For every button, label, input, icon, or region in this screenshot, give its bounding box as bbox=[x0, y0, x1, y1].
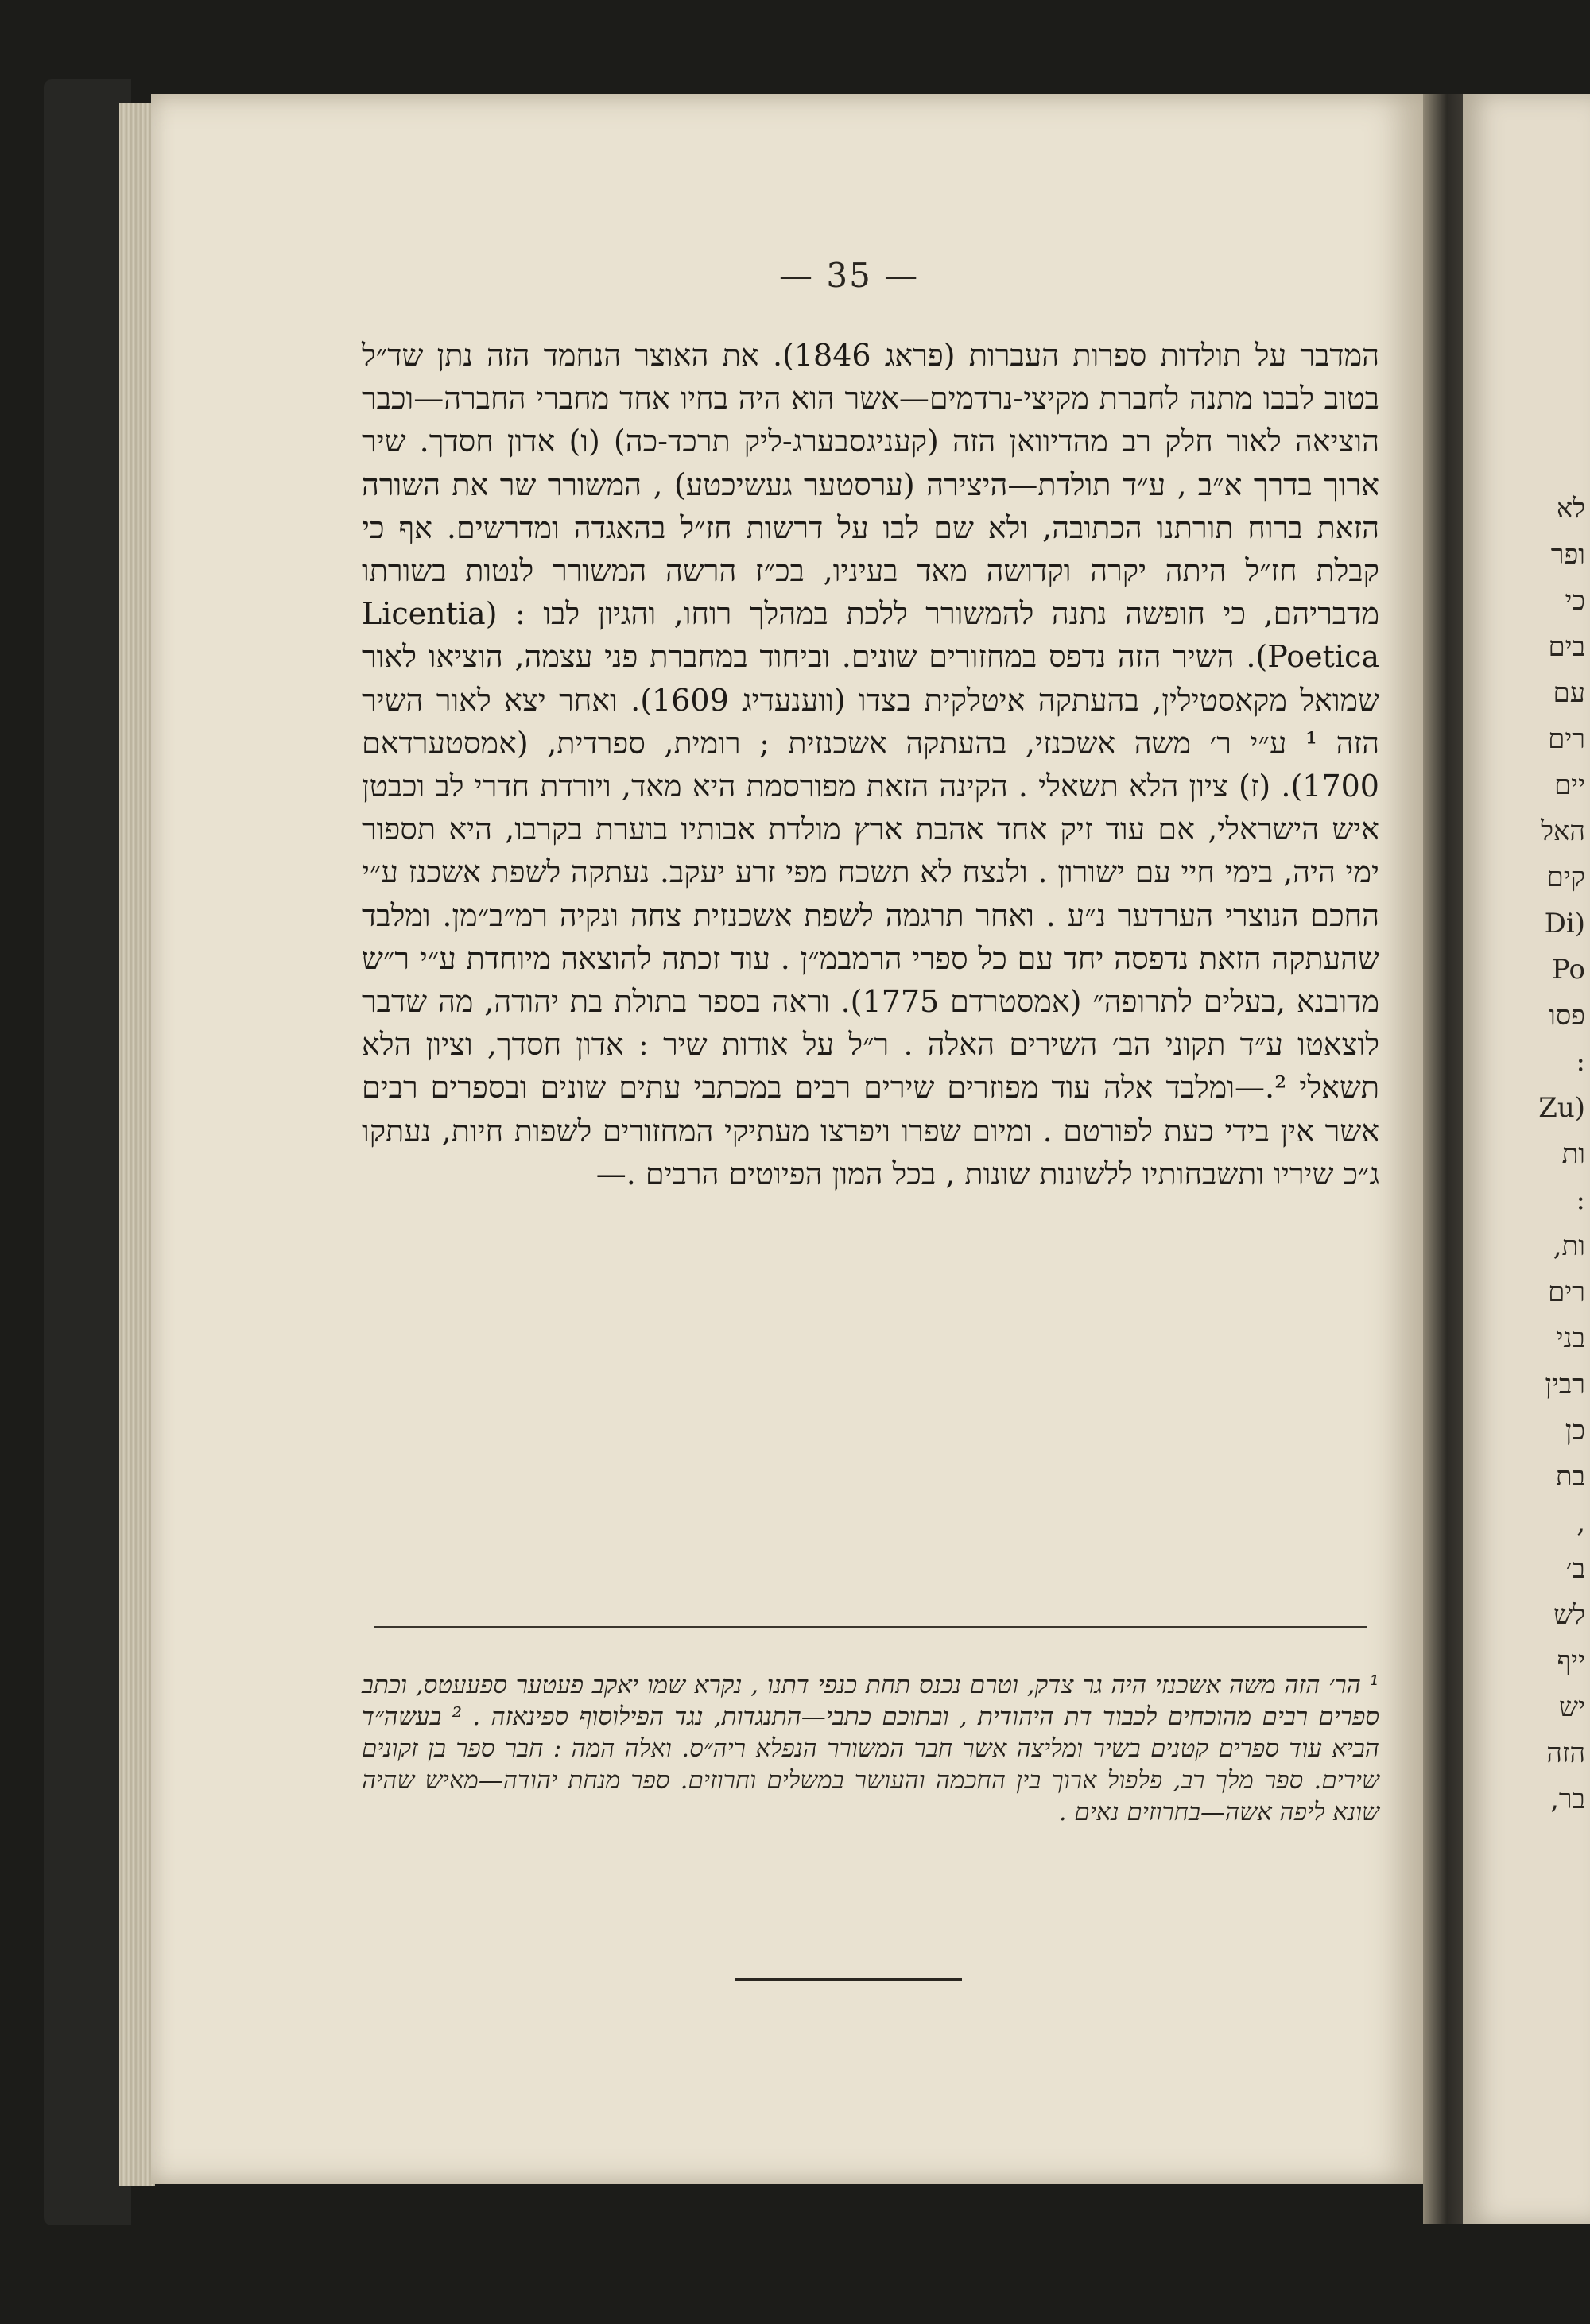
right-page-fragment: רים bbox=[1548, 1276, 1585, 1308]
right-page-fragment: כי bbox=[1565, 585, 1585, 617]
book-cover-left bbox=[44, 79, 131, 2225]
book-page-right bbox=[1463, 94, 1590, 2224]
footnote-text: ¹ הר׳ הזה משה אשכנזי היה גר צדק, וטרם נכנס תחת כנפי דתנו , נקרא שמו יאקב פעטער ספעעטס, וכתב ספרים רבים מהוכחים לכבוד דת היהודית , ובתוכם כתבי—התנגדות, נגד הפילוסוף ספינאזה . ² בעשה״ד הביא עוד ספרים קטנים בשיר ומליצה אשר חבר המשורר הנפלא ריה״ס. ואלה המה : חבר ספר בן זקונים שירים. ספר מלך רב, פלפול ארוך בין החכמה והעושר במשלים וחרוזים. ספר מנחת יהודה—מאיש שהיה שונא ליפה אשה—בחרוזים נאים . bbox=[362, 1671, 1379, 1826]
right-page-fragment: קים bbox=[1546, 862, 1585, 893]
right-page-fragment: כן bbox=[1565, 1415, 1585, 1447]
right-page-fragment: רים bbox=[1548, 723, 1585, 755]
right-page-fragment: : bbox=[1576, 1046, 1585, 1078]
book-gutter bbox=[1423, 94, 1463, 2224]
right-page-fragment: (Zu bbox=[1538, 1092, 1585, 1124]
right-page-fragment: יים bbox=[1553, 769, 1585, 801]
right-page-fragment: ות, bbox=[1553, 1230, 1585, 1262]
right-page-fragment: הזה bbox=[1546, 1737, 1585, 1769]
right-page-fragment: בת bbox=[1555, 1461, 1585, 1493]
footnote-separator-rule bbox=[374, 1626, 1367, 1628]
right-page-fragment: , bbox=[1576, 1507, 1585, 1539]
right-page-fragment: לש bbox=[1553, 1599, 1585, 1631]
right-page-fragment: ייף bbox=[1557, 1645, 1585, 1677]
right-page-fragment: (Di bbox=[1544, 908, 1585, 939]
right-page-fragment: ות bbox=[1561, 1138, 1585, 1170]
right-page-fragment: בר, bbox=[1550, 1784, 1585, 1815]
main-body-text bbox=[362, 334, 1379, 1195]
right-page-fragment: יש bbox=[1559, 1691, 1585, 1723]
right-page-fragment: פסו bbox=[1549, 1000, 1585, 1032]
right-page-fragment: ופר bbox=[1550, 539, 1585, 571]
right-page-fragment: האל bbox=[1541, 815, 1585, 847]
right-page-fragment: רבין bbox=[1545, 1369, 1585, 1400]
right-page-fragment: לא bbox=[1556, 493, 1585, 525]
body-paragraph: המדבר על תולדות ספרות העברות (פראג 1846). את האוצר הנחמד הזה נתן שד״ל בטוב לבבו מתנה לחברת מקיצי-נרדמים—אשר הוא היה בחיו אחד מחברי החברה—וכבר הוציאה לאור חלק רב מהדיוואן הזה (קעניגסבערג-ליק תרכד-כה) (ו) אדון חסדך. שיר ארוך בדרך א״ב , ע״ד תולדת—היצירה (ערסטער געשיכטע) , המשורר שר את השורה הזאת ברוח תורתנו הכתובה, ולא שם לבו על דרשות חז״ל בהאגדה ומדרשים. אף כי קבלת חז״ל היתה יקרה וקדושה מאד בעיניו, בכ״ז הרשה המשורר לנטות בשורתו מדבריהם, כי חופשה נתנה להמשורר ללכת במהלך רוחו, והגיון לבו : (Licentia Poetica). השיר הזה נדפס במחזורים שונים. וביחוד במחברת פני עצמה, הוציאו לאור שמואל מקאסטילין, בהעתקה איטלקית בצדו (ווענעדיג 1609). ואחר יצא לאור השיר הזה ¹ ע״י ר׳ משה אשכנזי, בהעתקה אשכנזית ; רומית, ספרדית, (אמסטערדאם 1700). (ז) ציון הלא תשאלי . הקינה הזאת מפורסמת היא מאד, ויורדת חדרי לב וכבטן איש הישראלי, אם עוד זיק אחד אהבת ארץ מולדת אבותיו בוערת בקרבו, היא תספור ימי היה, בימי חיי עם ישורון . ולנצח לא תשכח מפי זרע יעקב. נעתקה לשפת אשכנז ע״י החכם הנוצרי הערדער נ״ע . ואחר תרגמה לשפת אשכנזית צחה ונקיה רמ״ב״מן. ומלבד שהעתקה הזאת נדפסה יחד עם כל ספרי הרמבמ״ן . עוד זכתה להוצאה מיוחדת ע״י ר״ש מדובנא ,בעלים לתרופה״ (אמסטרדם 1775). וראה בספר בתולת בת יהודה, מה שדבר לוצאטו ע״ד תקוני הב׳ השירים האלה . ר״ל על אודות שיר : אדון חסדך, וציון הלא תשאלי ².—ומלבד אלה עוד מפוזרים שירים רבים במכתבי עתים שונים ובספרים רבים אשר אין בידי כעת לפורטם . ומיום שפרו ויפרצו מעתיקי המחזורים לשפות חיות, נעתקו ג״כ שיריו ותשבחותיו ללשונות שונות , בכל המון הפיוטים הרבים .— bbox=[362, 338, 1380, 1191]
page-edges-left bbox=[119, 103, 155, 2186]
end-rule bbox=[735, 1978, 962, 1981]
footnotes bbox=[362, 1669, 1379, 1828]
right-page-fragment: עם bbox=[1553, 677, 1585, 709]
page-number: — 35 — bbox=[779, 256, 920, 295]
right-page-fragment: ב׳ bbox=[1565, 1553, 1585, 1585]
right-page-fragment: Po bbox=[1552, 954, 1585, 986]
right-page-fragment: : bbox=[1576, 1184, 1585, 1216]
right-page-fragment: בני bbox=[1556, 1323, 1585, 1354]
right-page-fragment: בים bbox=[1548, 631, 1585, 663]
